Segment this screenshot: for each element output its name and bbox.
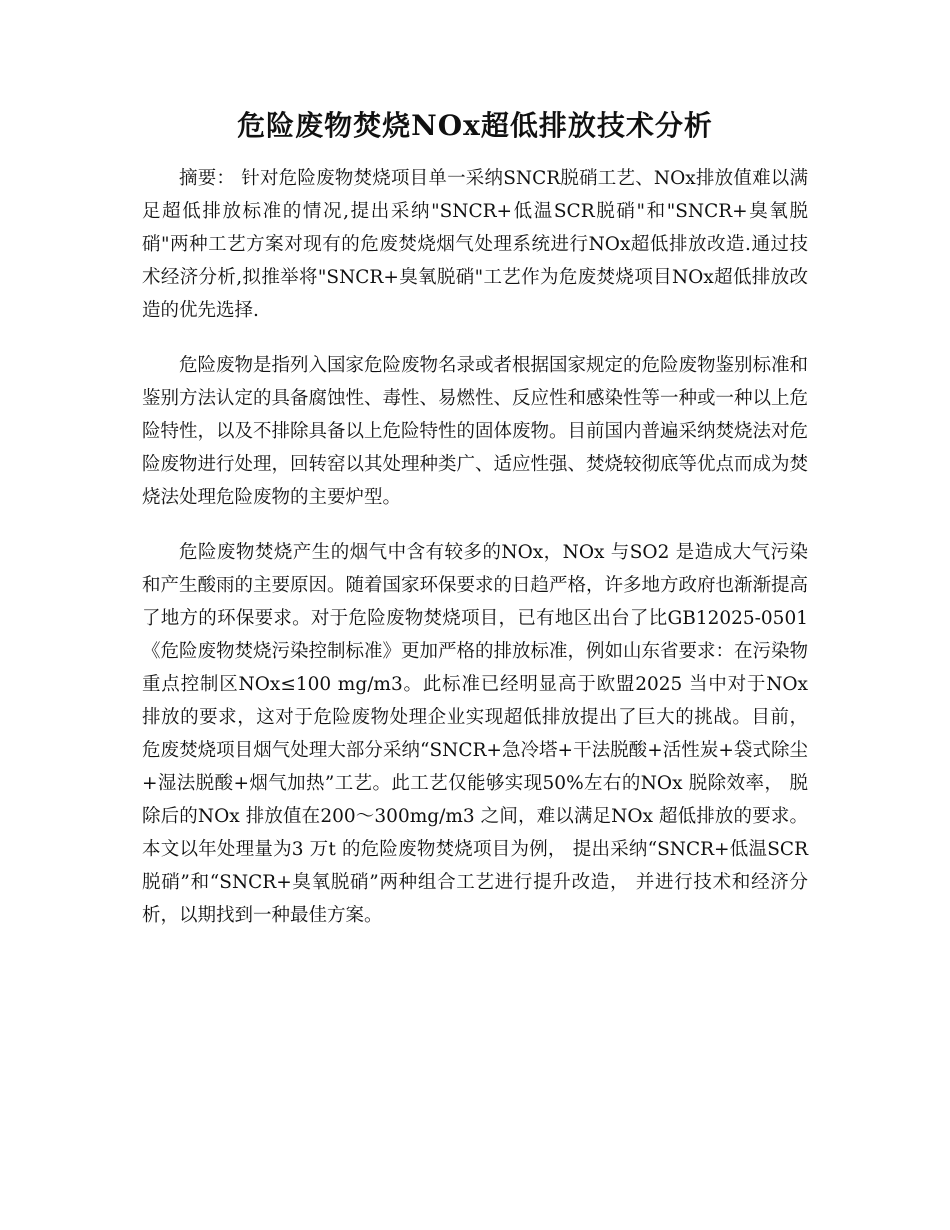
- abstract-paragraph: 摘要： 针对危险废物焚烧项目单一采纳SNCR脱硝工艺、NOx排放值难以满足超低排放标准的情况,提出采纳"SNCR+低温SCR脱硝"和"SNCR+臭氧脱硝"两种工艺方案对现有的危废焚烧烟气处理系统进行NOx超低排放改造.通过技术经济分析,拟推举将"SNCR+臭氧脱硝"工艺作为危废焚烧项目NOx超低排放改造的优先选择.: [142, 168, 808, 321]
- document-page: [142, 100, 808, 932]
- paragraph-gap: [142, 514, 808, 536]
- paragraph-gap: [142, 327, 808, 349]
- body-paragraph-definition: 危险废物是指列入国家危险废物名录或者根据国家规定的危险废物鉴别标准和鉴别方法认定的具备腐蚀性、毒性、易燃性、反应性和感染性等一种或一种以上危险特性，以及不排除具备以上危险特性的固体废物。目前国内普遍采纳焚烧法对危险废物进行处理，回转窑以其处理种类广、适应性强、焚烧较彻底等优点而成为焚烧法处理危险废物的主要炉型。: [142, 355, 809, 508]
- body-paragraph-nox: 危险废物焚烧产生的烟气中含有较多的NOx，NOx 与SO2 是造成大气污染和产生酸雨的主要原因。随着国家环保要求的日趋严格，许多地方政府也渐渐提高了地方的环保要求。对于危险废物焚烧项目，已有地区出台了比GB12025-0501《危险废物焚烧污染控制标准》更加严格的排放标准，例如山东省要求：在污染物重点控制区NOx≤100 mg/m3。此标准已经明显高于欧盟2025 当中对于NOx 排放的要求，这对于危险废物处理企业实现超低排放提出了巨大的挑战。目前， 危废焚烧项目烟气处理大部分采纳“SNCR+急冷塔+干法脱酸+活性炭+袋式除尘+湿法脱酸+烟气加热”工艺。此工艺仅能够实现50%左右的NOx 脱除效率， 脱除后的NOx 排放值在200～300mg/m3 之间，难以满足NOx 超低排放的要求。本文以年处理量为3 万t 的危险废物焚烧项目为例， 提出采纳“SNCR+低温SCR 脱硝”和“SNCR+臭氧脱硝”两种组合工艺进行提升改造， 并进行技术和经济分析，以期找到一种最佳方案。: [142, 542, 809, 926]
- document-title: 危险废物焚烧NOx超低排放技术分析: [237, 109, 713, 142]
